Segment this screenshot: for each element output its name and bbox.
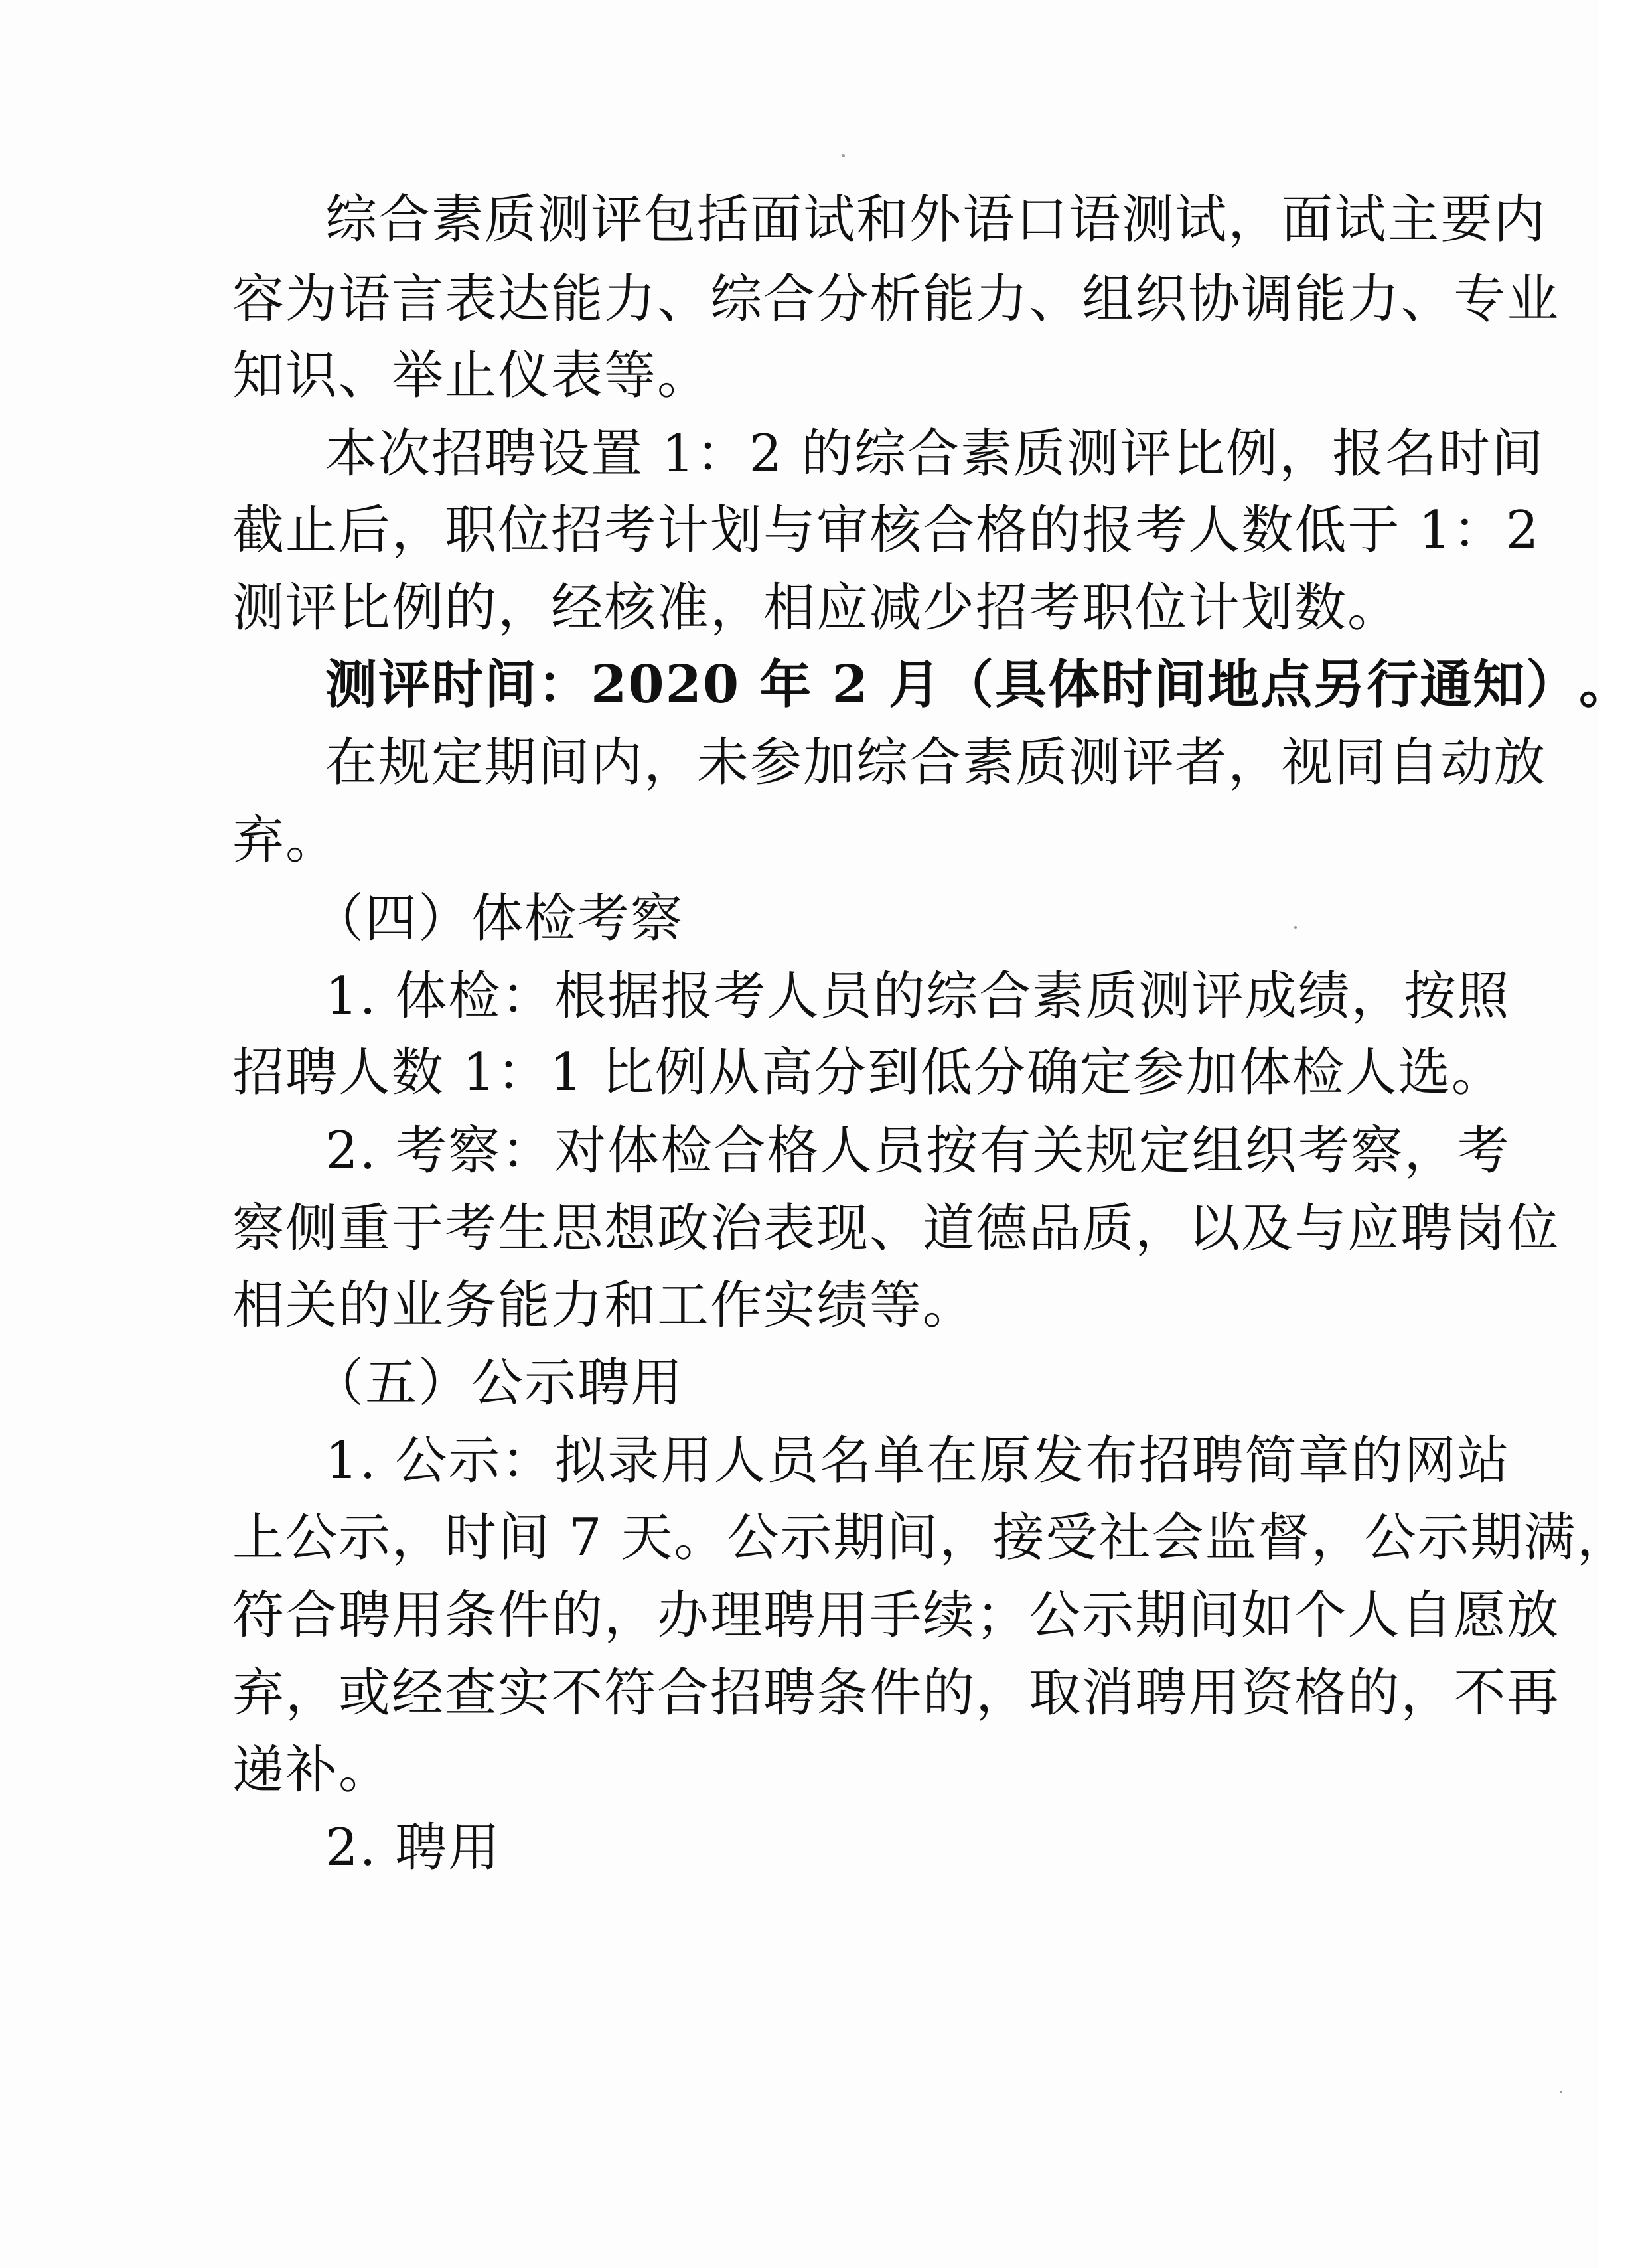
text-line: 上 公 示 ， 时 间 7 天 。 公 示 期 间 ， 接 受 社 会 监 督 ， 公 示 期 满 ， xyxy=(232,1508,1630,1568)
scan-speck xyxy=(1560,2091,1562,2093)
text-line: 2. 聘用 xyxy=(325,1818,502,1878)
text-line: 综 合 素 质 测 评 包 括 面 试 和 外 语 口 语 测 试 ， 面 试 主 要 内 xyxy=(325,190,1547,250)
text-line: 知识、举止仪表等。 xyxy=(232,346,711,406)
text-line: 容 为 语 言 表 达 能 力 、 综 合 分 析 能 力 、 组 织 协 调 能 力 、 专 业 xyxy=(232,269,1560,329)
text-line: 1 . 体 检 ： 根 据 报 考 人 员 的 综 合 素 质 测 评 成 绩 ， 按 照 xyxy=(325,966,1511,1026)
text-line: 察 侧 重 于 考 生 思 想 政 治 表 现 、 道 德 品 质 ， 以 及 与 应 聘 岗 位 xyxy=(232,1199,1560,1258)
scan-speck xyxy=(842,154,845,157)
scan-speck xyxy=(1294,926,1297,929)
text-line: 弃 ， 或 经 查 实 不 符 合 招 聘 条 件 的 ， 取 消 聘 用 资 格 的 ， 不 再 xyxy=(232,1663,1560,1723)
text-line: 招聘人数 1：1 比例从高分到低分确定参加体检人选。 xyxy=(232,1043,1505,1102)
text-line: 本 次 招 聘 设 置 1 ： 2 的 综 合 素 质 测 评 比 例 ， 报 名 时 间 xyxy=(325,424,1545,484)
section-heading: （五）公示聘用 xyxy=(312,1353,684,1413)
text-line: 弃。 xyxy=(232,810,339,870)
text-line: 在 规 定 期 间 内 ， 未 参 加 综 合 素 质 测 评 者 ， 视 同 自 动 放 xyxy=(325,733,1547,793)
section-heading: （四）体检考察 xyxy=(312,889,684,948)
text-line: 递补。 xyxy=(232,1740,392,1800)
text-line: 2 . 考 察 ： 对 体 检 合 格 人 员 按 有 关 规 定 组 织 考 察 ， 考 xyxy=(325,1121,1511,1181)
text-line: 截 止 后 ， 职 位 招 考 计 划 与 审 核 合 格 的 报 考 人 数 低 于 1 ： 2 xyxy=(232,500,1540,560)
evaluation-time-line: 测 评 时 间 ： 2 0 2 0 年 2 月 （ 具 体 时 间 地 点 另 行 通 知 ） 。 xyxy=(325,654,1632,715)
text-line: 测评比例的，经核准，相应减少招考职位计划数。 xyxy=(232,578,1401,638)
text-line: 1 . 公 示 ： 拟 录 用 人 员 名 单 在 原 发 布 招 聘 简 章 的 网 站 xyxy=(325,1431,1511,1491)
text-line: 相关的业务能力和工作实绩等。 xyxy=(232,1276,976,1335)
text-line: 符 合 聘 用 条 件 的 ， 办 理 聘 用 手 续 ； 公 示 期 间 如 个 人 自 愿 放 xyxy=(232,1586,1560,1645)
